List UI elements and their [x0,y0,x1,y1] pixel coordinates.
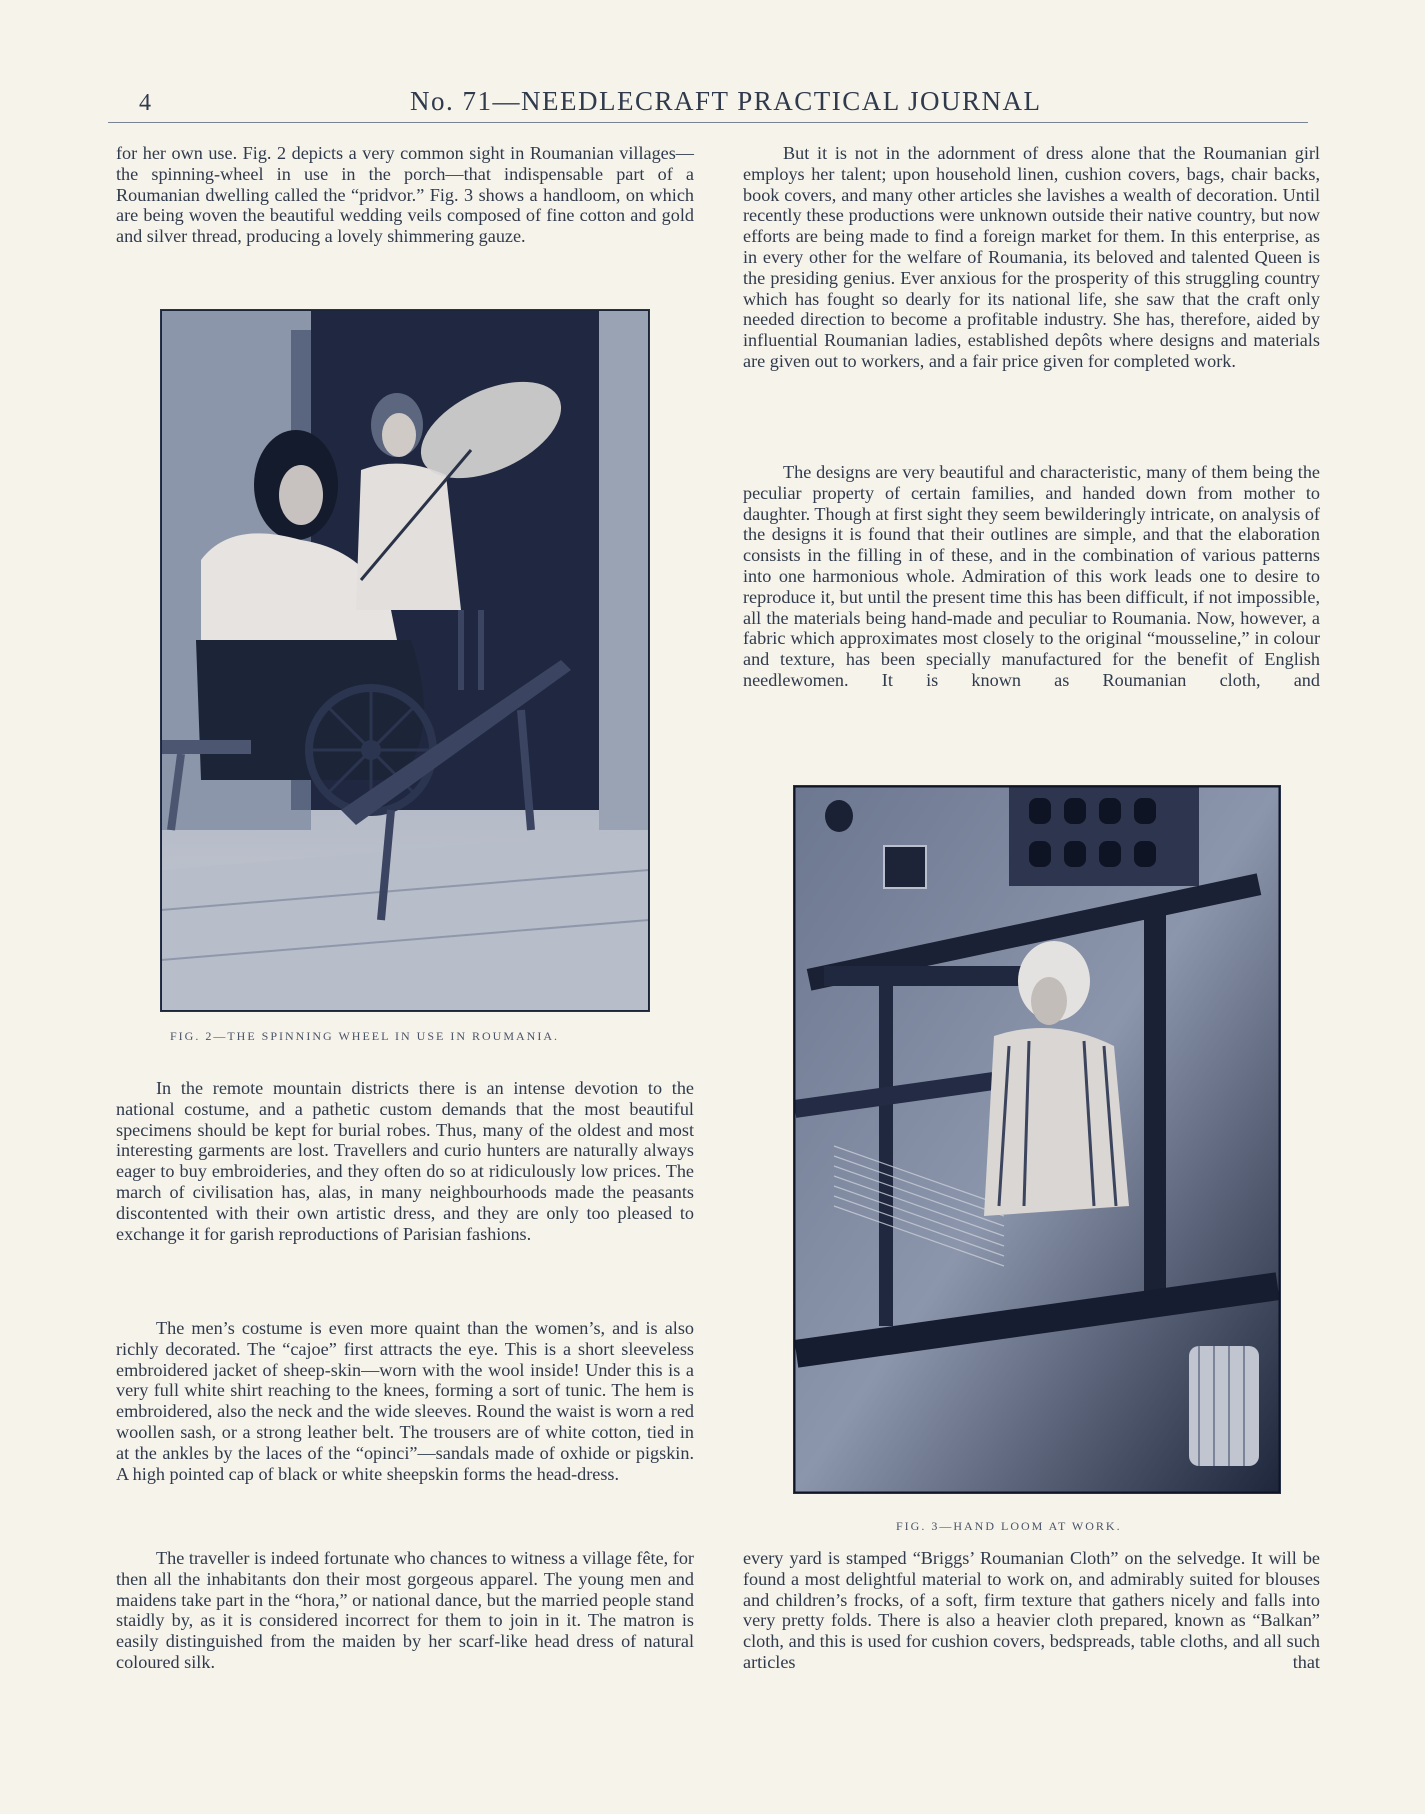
paragraph-figures-intro: for her own use. Fig. 2 depicts a very common sight in Roumanian villages—the spinning-wheel in use in the porch—that indispensable part of a Roumanian dwelling called the “pridvor.” Fig. 3 shows a handloom, on which are being woven the beautiful wedding veils composed of fine cotton and gold and silver thread, producing a lovely shimmering gauze. [116,143,694,247]
paragraph-adornment: But it is not in the adornment of dress alone that the Roumanian girl employs her talent; upon household linen, cushion covers, bags, chair backs, book covers, and many other articles she lavishes a wealth of decoration. Until recently these productions were unknown outside their native country, but now efforts are being made to find a foreign market for them. In this enterprise, as in every other for the welfare of Roumania, its beloved and talented Queen is the presiding genius. Ever anxious for the prosperity of this struggling country which has fought so dearly for its national life, she saw that the craft only needed direction to become a profitable industry. She has, therefore, aided by influential Roumanian ladies, established depôts where designs and materials are given out to workers, and a fair price given for completed work. [743,143,1320,371]
journal-running-title: No. 71—NEEDLECRAFT PRACTICAL JOURNAL [410,86,1042,116]
paragraph-designs: The designs are very beautiful and characteristic, many of them being the peculiar property of certain families, and handed down from mother to daughter. Though at first sight they seem bewilderingly intricate, on analysis of the designs it is found that their outlines are simple, and that the elaboration consists in the filling in of these, and in the combination of various patterns into one harmonious whole. Admiration of this work leads one to desire to reproduce it, but until the present time this has been difficult, if not impossible, all the materials being hand-made and peculiar to Roumania. Now, however, a fabric which approximates most closely to the original “mousseline,” in colour and texture, has been specially manufactured for the benefit of English needlewomen. It is known as Roumanian cloth, and [743,462,1320,690]
paragraph-roumanian-cloth: every yard is stamped “Briggs’ Roumanian Cloth” on the selvedge. It will be found a most delightful material to work on, and admirably suited for blouses and children’s frocks, of a soft, firm texture that gathers nicely and falls into very pretty folds. There is also a heavier cloth prepared, known as “Balkan” cloth, and this is used for cushion covers, bedspreads, table cloths, and all such articles that [743,1548,1320,1672]
figure-2-caption: FIG. 2—THE SPINNING WHEEL IN USE IN ROUMANIA. [170,1029,559,1043]
header-rule [108,122,1308,123]
paragraph-mountain-districts: In the remote mountain districts there is an intense devotion to the national costume, and a pathetic custom demands that the most beautiful specimens should be kept for burial robes. Thus, many of the oldest and most interesting garments are lost. Travellers and curio hunters are naturally always eager to buy embroideries, and they often do so at ridiculously low prices. The march of civilisation has, alas, in many neighbourhoods made the peasants discontented with their own artistic dress, and they are only too pleased to exchange it for garish reproductions of Parisian fashions. [116,1078,694,1244]
paragraph-village-fete: The traveller is indeed fortunate who chances to witness a village fête, for then all the inhabitants don their most gorgeous apparel. The young men and maidens take part in the “hora,” or national dance, but the married people stand staidly by, as it is considered incorrect for them to join in it. The matron is easily distinguished from the maiden by her scarf-like head dress of natural coloured silk. [116,1548,694,1672]
hand-loom-photo [793,785,1281,1494]
spinning-wheel-photo [160,309,650,1012]
page-number: 4 [139,90,152,116]
figure-3-caption: FIG. 3—HAND LOOM AT WORK. [896,1519,1122,1533]
paragraph-mens-costume: The men’s costume is even more quaint than the women’s, and is also richly decorated. The “cajoe” first attracts the eye. This is a short sleeveless embroidered jacket of sheep-skin—worn with the wool inside! Under this is a very full white shirt reaching to the knees, forming a sort of tunic. The hem is embroidered, also the neck and the wide sleeves. Round the waist is worn a red woollen sash, or a strong leather belt. The trousers are of white cotton, tied in at the ankles by the laces of the “opinci”—sandals made of oxhide or pigskin. A high pointed cap of black or white sheepskin forms the head-dress. [116,1318,694,1484]
